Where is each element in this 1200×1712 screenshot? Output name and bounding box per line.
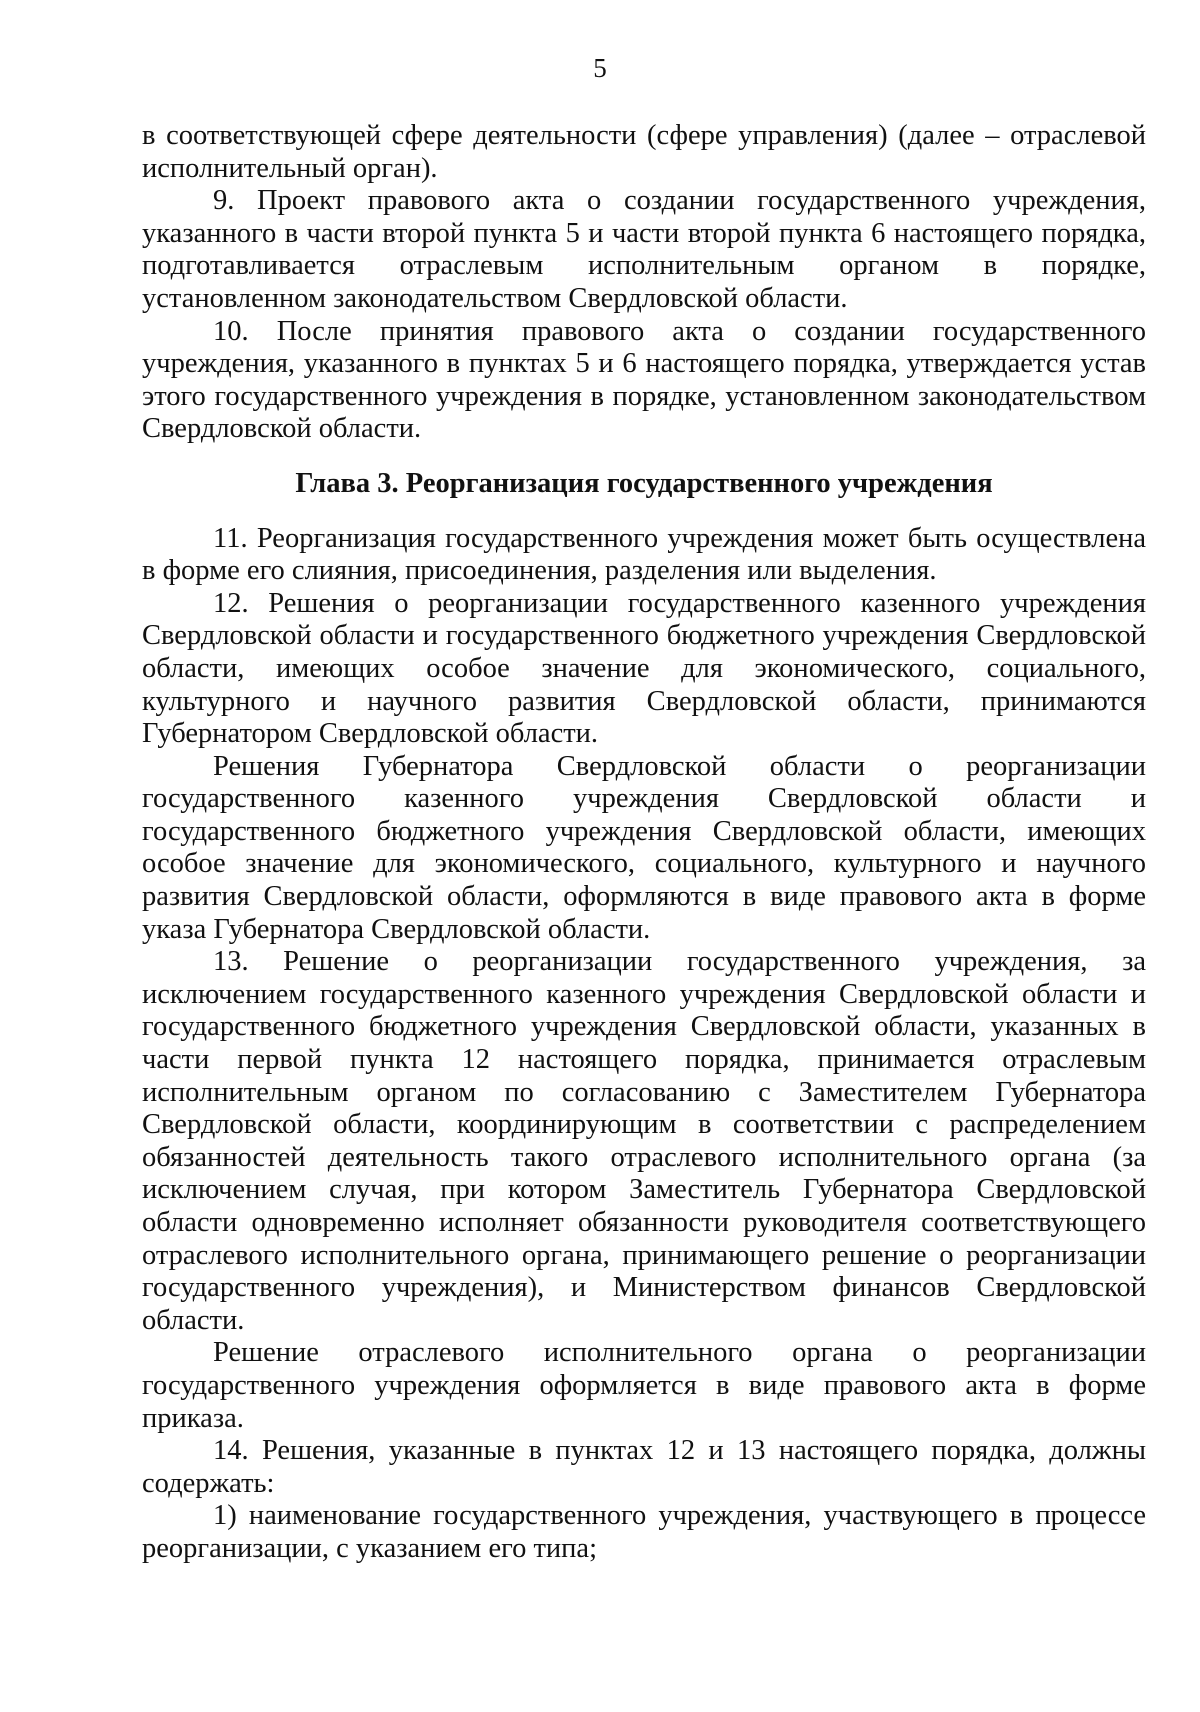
paragraph-12: 12. Решения о реорганизации государственного казенного учреждения Свердловской области и государственного бюджетного учреждения Свердловской области, имеющих особое значение для экономического, социального, культурного и научного развития Свердловской области, принимаются Губернатором Свердловской области. [142,587,1146,750]
paragraph-11: 11. Реорганизация государственного учреждения может быть осуществлена в форме его слияния, присоединения, разделения или выделения. [142,522,1146,587]
chapter-heading: Глава 3. Реорганизация государственного учреждения [295,467,993,499]
paragraph-14-item-1: 1) наименование государственного учреждения, участвующего в процессе реорганизации, с указанием его типа; [142,1500,1146,1564]
paragraph-13-part-2: Решение отраслевого исполнительного органа о реорганизации государственного учреждения оформляется в виде правового акта в форме приказа. [142,1337,1146,1434]
paragraph-13: 13. Решение о реорганизации государственного учреждения, за исключением государственного казенного учреждения Свердловской области и государственного бюджетного учреждения Свердловской области, указанных в части первой пункта 12 настоящего порядка, принимается отраслевым исполнительным органом по согласованию с Заместителем Губернатора Свердловской области, координирующим в соответствии с распределением обязанностей деятельность такого отраслевого исполнительного органа (за исключением случая, при котором Заместитель Губернатора Свердловской области одновременно исполняет обязанности руководителя соответствующего отраслевого исполнительного органа, принимающего решение о реорганизации государственного учреждения), и Министерством финансов Свердловской области. [142,946,1146,1336]
paragraph-9: 9. Проект правового акта о создании государственного учреждения, указанного в части второй пункта 5 и части второй пункта 6 настоящего порядка, подготавливается отраслевым исполнительным органом в порядке, установленном законодательством Свердловской области. [142,185,1146,314]
paragraph-14: 14. Решения, указанные в пунктах 12 и 13 настоящего порядка, должны содержать: [142,1435,1146,1499]
document-body [142,120,1146,1566]
paragraph-10: 10. После принятия правового акта о создании государственного учреждения, указанного в пунктах 5 и 6 настоящего порядка, утверждается устав этого государственного учреждения в порядке, установленном законодательством Свердловской области. [142,315,1146,445]
page-number: 5 [593,53,607,83]
paragraph-continuation: в соответствующей сфере деятельности (сфере управления) (далее – отраслевой исполнительный орган). [142,120,1146,184]
paragraph-12-part-2: Решения Губернатора Свердловской области о реорганизации государственного казенного учреждения Свердловской области и государственного бюджетного учреждения Свердловской области, имеющих особое значение для экономического, социального, культурного и научного развития Свердловской области, оформляются в виде правового акта в форме указа Губернатора Свердловской области. [142,750,1146,945]
